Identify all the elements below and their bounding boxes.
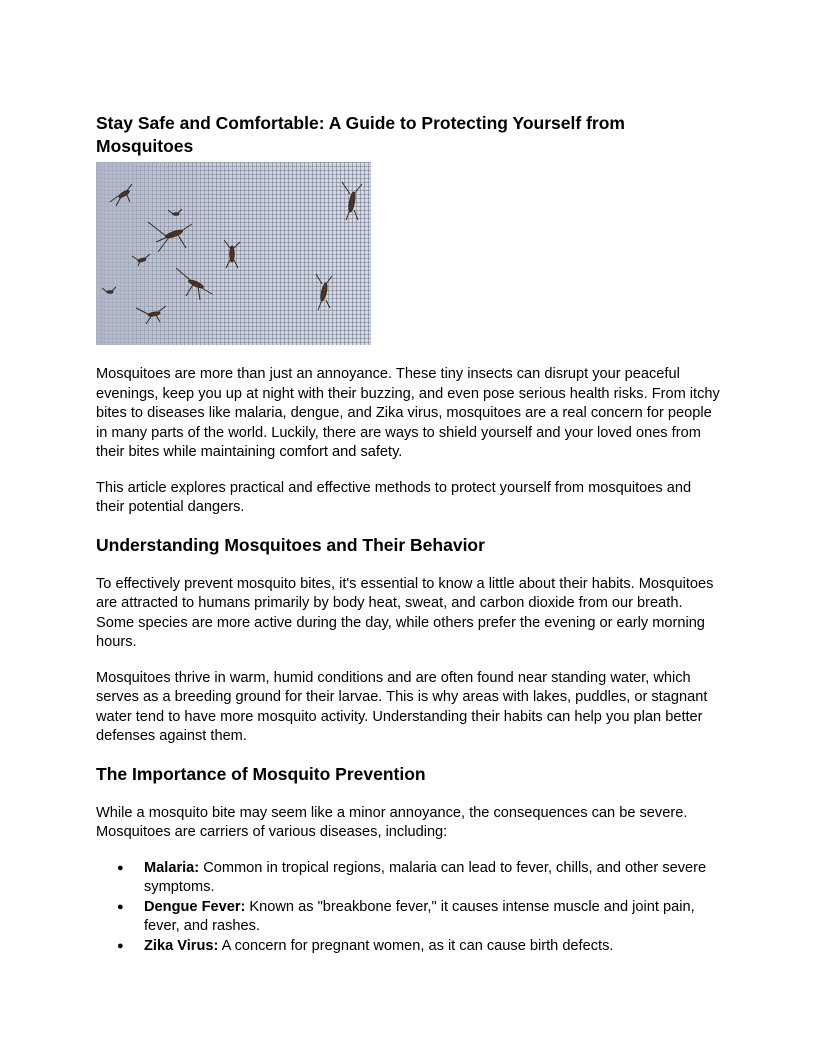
mosquitoes-on-screen-image xyxy=(96,162,371,345)
section-paragraph: Mosquitoes thrive in warm, humid conditions and are often found near standing water, which serves as a breeding ground for their larvae. This is why areas with lakes, puddles, or stagnant water tend to have more mosquito activity. Understanding their habits can help you plan better defenses against them. xyxy=(96,669,708,744)
section-paragraph: To effectively prevent mosquito bites, it's essential to know a little about their habits. Mosquitoes are attracted to humans primarily by body heat, sweat, and carbon dioxide from our breath. Some species are more active during the day, while others prefer the evening or early morning hours. xyxy=(96,575,714,650)
section-prevention xyxy=(96,763,720,957)
disease-list xyxy=(96,859,720,957)
section-heading: Understanding Mosquitoes and Their Behavior xyxy=(96,534,485,555)
section-heading: The Importance of Mosquito Prevention xyxy=(96,763,426,784)
document-page xyxy=(96,112,720,956)
intro-paragraph: Mosquitoes are more than just an annoyance. These tiny insects can disrupt your peaceful evenings, keep you up at night with their buzzing, and even pose serious health risks. From itchy bites to diseases like malaria, dengue, and Zika virus, mosquitoes are a real concern for people in many parts of the world. Luckily, there are ways to shield yourself and your loved ones from their bites while maintaining comfort and safety. xyxy=(96,366,720,460)
list-item xyxy=(117,898,720,937)
list-item-text: Known as "breakbone fever," it causes intense muscle and joint pain, fever, and rashes. xyxy=(144,898,695,934)
list-item xyxy=(117,937,720,957)
intro-section xyxy=(96,365,720,518)
bullet-icon: ● xyxy=(117,900,124,913)
bullet-icon: ● xyxy=(117,939,124,952)
list-item-term: Zika Virus: xyxy=(144,937,219,954)
intro-paragraph: This article explores practical and effective methods to protect yourself from mosquitoes and their potential dangers. xyxy=(96,479,692,515)
section-behavior xyxy=(96,534,720,747)
list-item-text: Common in tropical regions, malaria can lead to fever, chills, and other severe symptoms. xyxy=(144,859,707,895)
article-title: Stay Safe and Comfortable: A Guide to Protecting Yourself from Mosquitoes xyxy=(96,113,625,156)
bullet-icon: ● xyxy=(117,861,124,874)
list-item-term: Dengue Fever: xyxy=(144,898,246,915)
list-item-text: A concern for pregnant women, as it can cause birth defects. xyxy=(218,937,614,954)
section-paragraph: While a mosquito bite may seem like a minor annoyance, the consequences can be severe. Mosquitoes are carriers of various diseases, including: xyxy=(96,804,688,840)
list-item-term: Malaria: xyxy=(144,859,200,876)
list-item xyxy=(117,859,720,898)
